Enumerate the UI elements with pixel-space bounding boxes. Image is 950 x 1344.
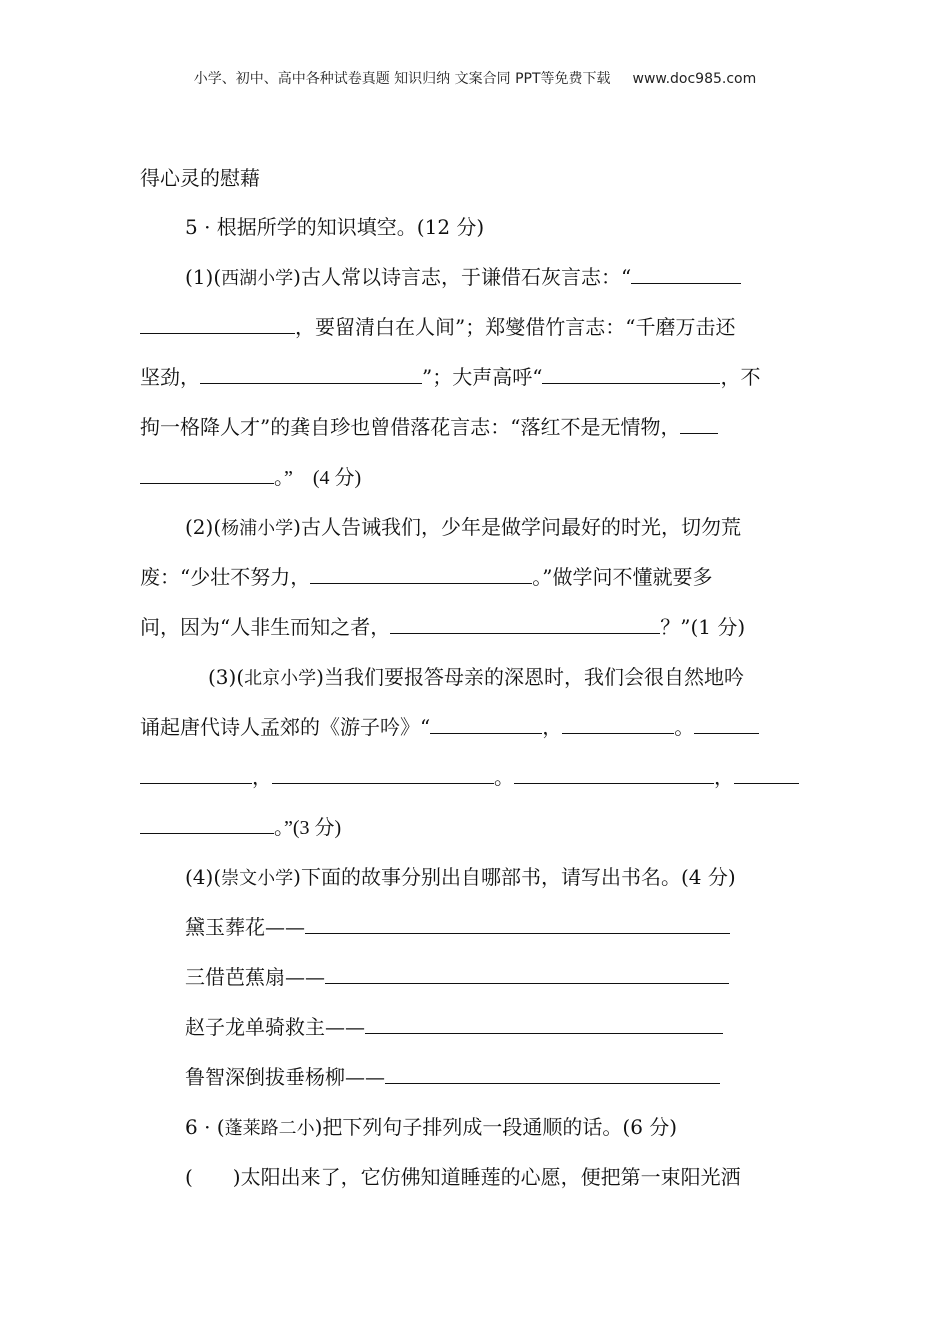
text: ，要留清白在人间”；郑燮借竹言志：“千磨万击还	[295, 315, 736, 339]
q5-part4-line1	[185, 862, 736, 894]
q5-part2-line2	[140, 562, 712, 592]
story-item-3	[185, 1012, 723, 1042]
text: )把下列句子排列成一段通顺的话。(6 分)	[314, 1115, 678, 1139]
answer-blank[interactable]	[365, 1013, 723, 1034]
school-name: 西湖小学	[221, 268, 294, 289]
answer-blank[interactable]	[305, 913, 730, 934]
text: 鲁智深倒拔垂杨柳——	[185, 1065, 385, 1089]
text: 。”做学问不懂就要多	[532, 565, 713, 589]
text: 。	[494, 765, 514, 789]
answer-blank[interactable]	[631, 263, 741, 284]
header-site-url: www.doc985.com	[632, 71, 757, 87]
question-5-title	[185, 212, 484, 242]
text: 诵起唐代诗人孟郊的《游子吟》“	[140, 715, 431, 739]
q5-part1-line4	[140, 412, 718, 442]
answer-blank[interactable]	[325, 963, 729, 984]
text: 6 · (	[185, 1115, 225, 1139]
text: ？”(1 分)	[660, 615, 746, 639]
text: 三借芭蕉扇——	[185, 965, 325, 989]
continuation-line	[140, 163, 260, 193]
text: )当我们要报答母亲的深恩时，我们会很自然地吟	[316, 665, 744, 689]
text: 得心灵的慰藉	[140, 166, 260, 190]
text: 黛玉葬花——	[185, 915, 305, 939]
text: ，不	[720, 365, 761, 389]
answer-blank[interactable]	[680, 413, 718, 434]
text: 。”(3 分)	[274, 817, 342, 839]
answer-blank[interactable]	[272, 763, 494, 784]
question-6-title	[185, 1112, 677, 1144]
q5-part3-line2	[140, 712, 759, 742]
text: ( )太阳出来了，它仿佛知道睡莲的心愿，便把第一束阳光洒	[185, 1165, 741, 1189]
text: ”；大声高呼“	[422, 365, 543, 389]
answer-blank[interactable]	[542, 363, 720, 384]
school-name: 杨浦小学	[221, 518, 294, 539]
text: (4)(	[185, 865, 222, 889]
q5-part2-line3	[140, 612, 745, 642]
text: 。” (4 分)	[274, 467, 362, 489]
q5-part1-line2	[140, 312, 735, 342]
story-item-4	[185, 1062, 720, 1092]
answer-blank[interactable]	[694, 713, 759, 734]
story-item-2	[185, 962, 729, 992]
answer-blank[interactable]	[140, 813, 274, 834]
text: 赵子龙单骑救主——	[185, 1015, 365, 1039]
answer-blank[interactable]	[200, 363, 422, 384]
header-text: 小学、初中、高中各种试卷真题 知识归纳 文案合同 PPT等免费下载	[193, 71, 611, 87]
text: 5 · 根据所学的知识填空。(12 分)	[185, 215, 485, 239]
answer-blank[interactable]	[140, 763, 252, 784]
text: 拘一格降人才”的龚自珍也曾借落花言志：“落红不是无情物，	[140, 415, 681, 439]
answer-blank[interactable]	[390, 613, 660, 634]
q5-part2-line1	[185, 512, 741, 544]
q5-part3-line3	[140, 762, 799, 792]
text: (3)(	[208, 665, 245, 689]
q5-part3-line1	[208, 662, 744, 694]
story-item-1	[185, 912, 730, 942]
text: ，	[714, 765, 734, 789]
page-header	[0, 68, 950, 88]
school-name: 北京小学	[244, 668, 317, 689]
text: )古人常以诗言志，于谦借石灰言志：“	[293, 265, 632, 289]
text: 坚劲，	[140, 365, 200, 389]
answer-blank[interactable]	[734, 763, 799, 784]
text: )下面的故事分别出自哪部书，请写出书名。(4 分)	[293, 865, 736, 889]
answer-blank[interactable]	[140, 463, 274, 484]
school-name: 蓬莱路二小	[224, 1118, 315, 1139]
answer-blank[interactable]	[140, 313, 295, 334]
answer-blank[interactable]	[562, 713, 674, 734]
text: 。	[674, 715, 695, 739]
q5-part1-line5	[140, 462, 361, 493]
answer-blank[interactable]	[385, 1063, 720, 1084]
text: (1)(	[185, 265, 222, 289]
text: 问，因为“人非生而知之者，	[140, 615, 391, 639]
q5-part1-line3	[140, 362, 760, 392]
text: (2)(	[185, 515, 222, 539]
answer-blank[interactable]	[430, 713, 542, 734]
text: )古人告诫我们，少年是做学问最好的时光，切勿荒	[293, 515, 741, 539]
school-name: 崇文小学	[221, 868, 294, 889]
text: ，	[542, 715, 563, 739]
q5-part1-line1	[185, 262, 741, 294]
text: 废：“少壮不努力，	[140, 565, 311, 589]
q5-part3-line4	[140, 812, 341, 843]
text: ，	[252, 765, 272, 789]
answer-blank[interactable]	[310, 563, 532, 584]
answer-blank[interactable]	[514, 763, 714, 784]
question-6-sentence-1	[185, 1162, 741, 1192]
